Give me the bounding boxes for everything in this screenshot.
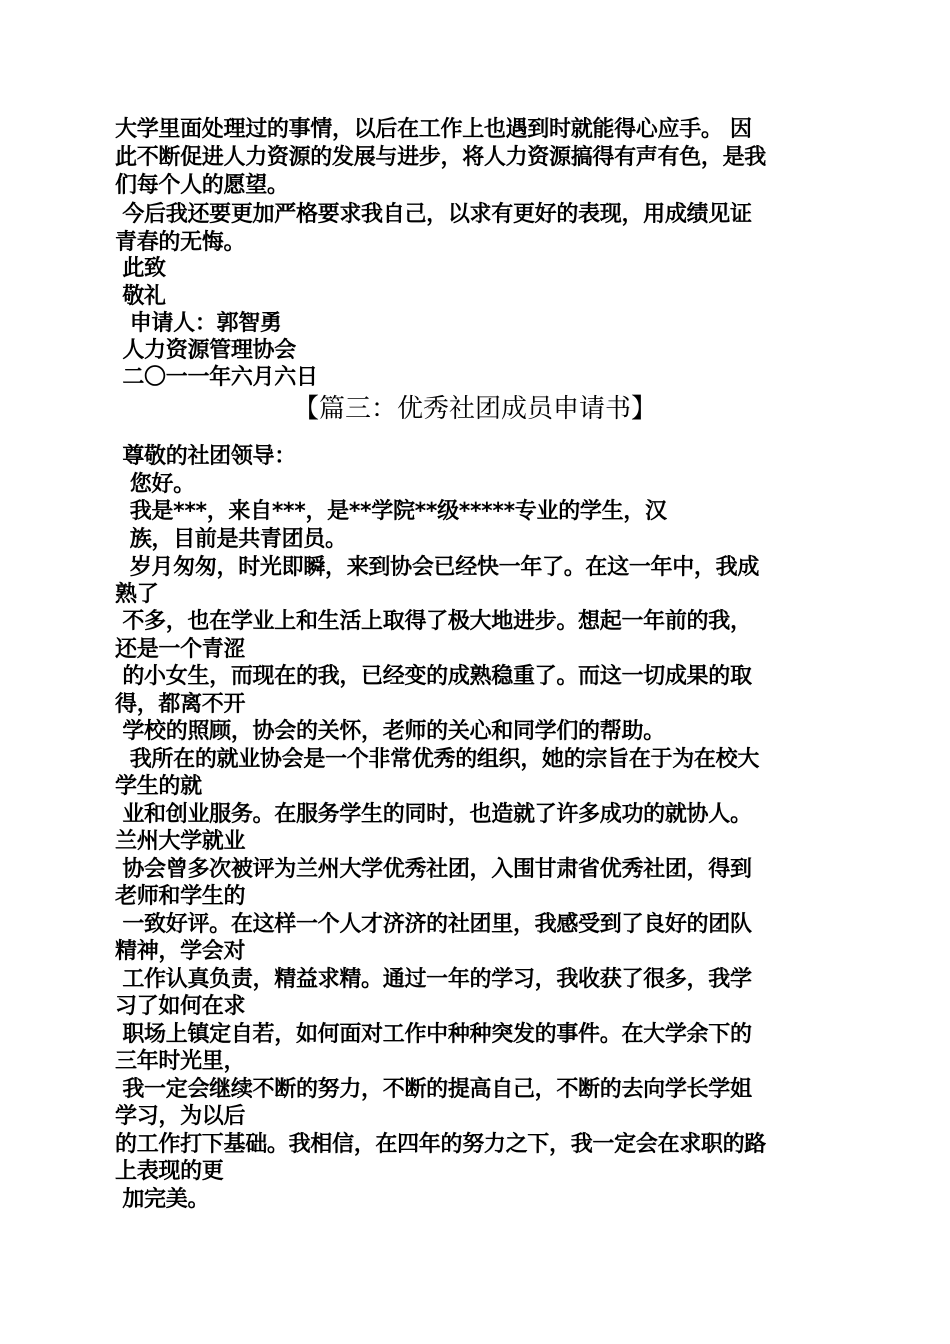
- text-line: 一致好评。在这样一个人才济济的社团里，我感受到了良好的团队: [115, 912, 752, 937]
- text-line: 的小女生，而现在的我，已经变的成熟稳重了。而这一切成果的取: [115, 664, 752, 689]
- text-line: 兰州大学就业: [115, 829, 246, 854]
- signature-line: 申请人：郭智勇: [115, 311, 282, 336]
- text-line: 加完美。: [115, 1187, 210, 1212]
- closing-line: 此致: [115, 256, 166, 281]
- section-heading: 【篇三：优秀社团成员申请书】: [292, 394, 657, 424]
- text-line: 工作认真负责，精益求精。通过一年的学习，我收获了很多，我学: [115, 967, 752, 992]
- text-line: 精神，学会对: [115, 939, 246, 964]
- text-line: 老师和学生的: [115, 884, 246, 909]
- text-line: 还是一个青涩: [115, 637, 246, 662]
- text-line: 大学里面处理过的事情，以后在工作上也遇到时就能得心应手。 因: [115, 117, 752, 142]
- text-line: 们每个人的愿望。: [115, 173, 289, 198]
- text-line: 学校的照顾，协会的关怀，老师的关心和同学们的帮助。: [115, 719, 665, 744]
- text-line: 协会曾多次被评为兰州大学优秀社团，入围甘肃省优秀社团，得到: [115, 857, 752, 882]
- text-line: 上表现的更: [115, 1159, 224, 1184]
- text-line: 习了如何在求: [115, 994, 246, 1019]
- text-line: 学生的就: [115, 774, 202, 799]
- text-line: 今后我还要更加严格要求我自己，以求有更好的表现，用成绩见证: [115, 202, 752, 227]
- greeting-line: 您好。: [115, 472, 195, 497]
- text-line: 学习，为以后: [115, 1104, 246, 1129]
- date-line: 二〇一一年六月六日: [115, 365, 318, 390]
- text-line: 不多，也在学业上和生活上取得了极大地进步。想起一年前的我，: [115, 609, 752, 634]
- text-line: 我一定会继续不断的努力，不断的提高自己，不断的去向学长学姐: [115, 1077, 752, 1102]
- text-line: 此不断促进人力资源的发展与进步，将人力资源搞得有声有色，是我: [115, 145, 767, 170]
- text-line: 我所在的就业协会是一个非常优秀的组织，她的宗旨在于为在校大: [115, 747, 760, 772]
- text-line: 岁月匆匆，时光即瞬，来到协会已经快一年了。在这一年中，我成: [115, 555, 760, 580]
- text-line: 我是***，来自***，是**学院**级*****专业的学生，汉: [115, 499, 667, 524]
- salutation-line: 尊敬的社团领导：: [115, 444, 296, 469]
- text-line: 业和创业服务。在服务学生的同时，也造就了许多成功的就协人。: [115, 802, 752, 827]
- closing-line: 敬礼: [115, 284, 166, 309]
- text-line: 三年时光里，: [115, 1049, 246, 1074]
- text-line: 得，都离不开: [115, 692, 246, 717]
- text-line: 族，目前是共青团员。: [115, 527, 347, 552]
- organization-line: 人力资源管理协会: [115, 338, 296, 363]
- text-line: 职场上镇定自若，如何面对工作中种种突发的事件。在大学余下的: [115, 1022, 752, 1047]
- text-line: 青春的无悔。: [115, 230, 246, 255]
- text-line: 熟了: [115, 582, 159, 607]
- text-line: 的工作打下基础。我相信，在四年的努力之下，我一定会在求职的路: [115, 1132, 767, 1157]
